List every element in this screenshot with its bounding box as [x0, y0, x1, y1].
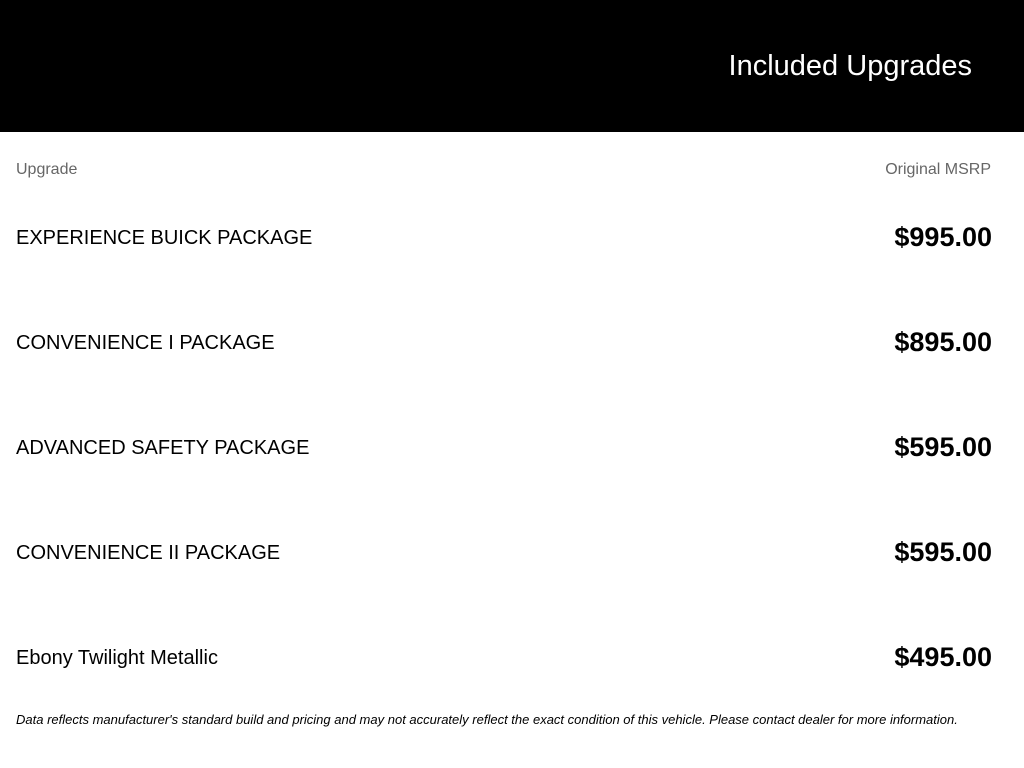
- upgrade-name: EXPERIENCE BUICK PACKAGE: [16, 227, 313, 249]
- disclaimer-text: Data reflects manufacturer's standard build and pricing and may not accurately reflect the exact condition of this vehicle. Please contact dealer for more information.: [16, 712, 958, 727]
- upgrade-price: $995.00: [894, 222, 992, 252]
- upgrade-price: $595.00: [894, 537, 992, 567]
- column-header-msrp: Original MSRP: [885, 161, 991, 178]
- upgrade-name: ADVANCED SAFETY PACKAGE: [16, 437, 310, 459]
- upgrade-price: $595.00: [894, 432, 992, 462]
- list-item: [16, 430, 992, 464]
- upgrade-name: CONVENIENCE II PACKAGE: [16, 542, 281, 564]
- list-item: [16, 220, 992, 254]
- upgrade-price: $895.00: [894, 327, 992, 357]
- list-item: [16, 535, 992, 569]
- header-banner: [0, 0, 1024, 132]
- upgrade-price: $495.00: [894, 642, 992, 672]
- list-item: [16, 325, 992, 359]
- upgrade-name: Ebony Twilight Metallic: [16, 647, 218, 669]
- column-header-upgrade: Upgrade: [16, 161, 78, 178]
- list-item: [16, 640, 992, 674]
- page-title: Included Upgrades: [728, 50, 972, 82]
- upgrade-name: CONVENIENCE I PACKAGE: [16, 332, 275, 354]
- column-headers: [16, 160, 991, 180]
